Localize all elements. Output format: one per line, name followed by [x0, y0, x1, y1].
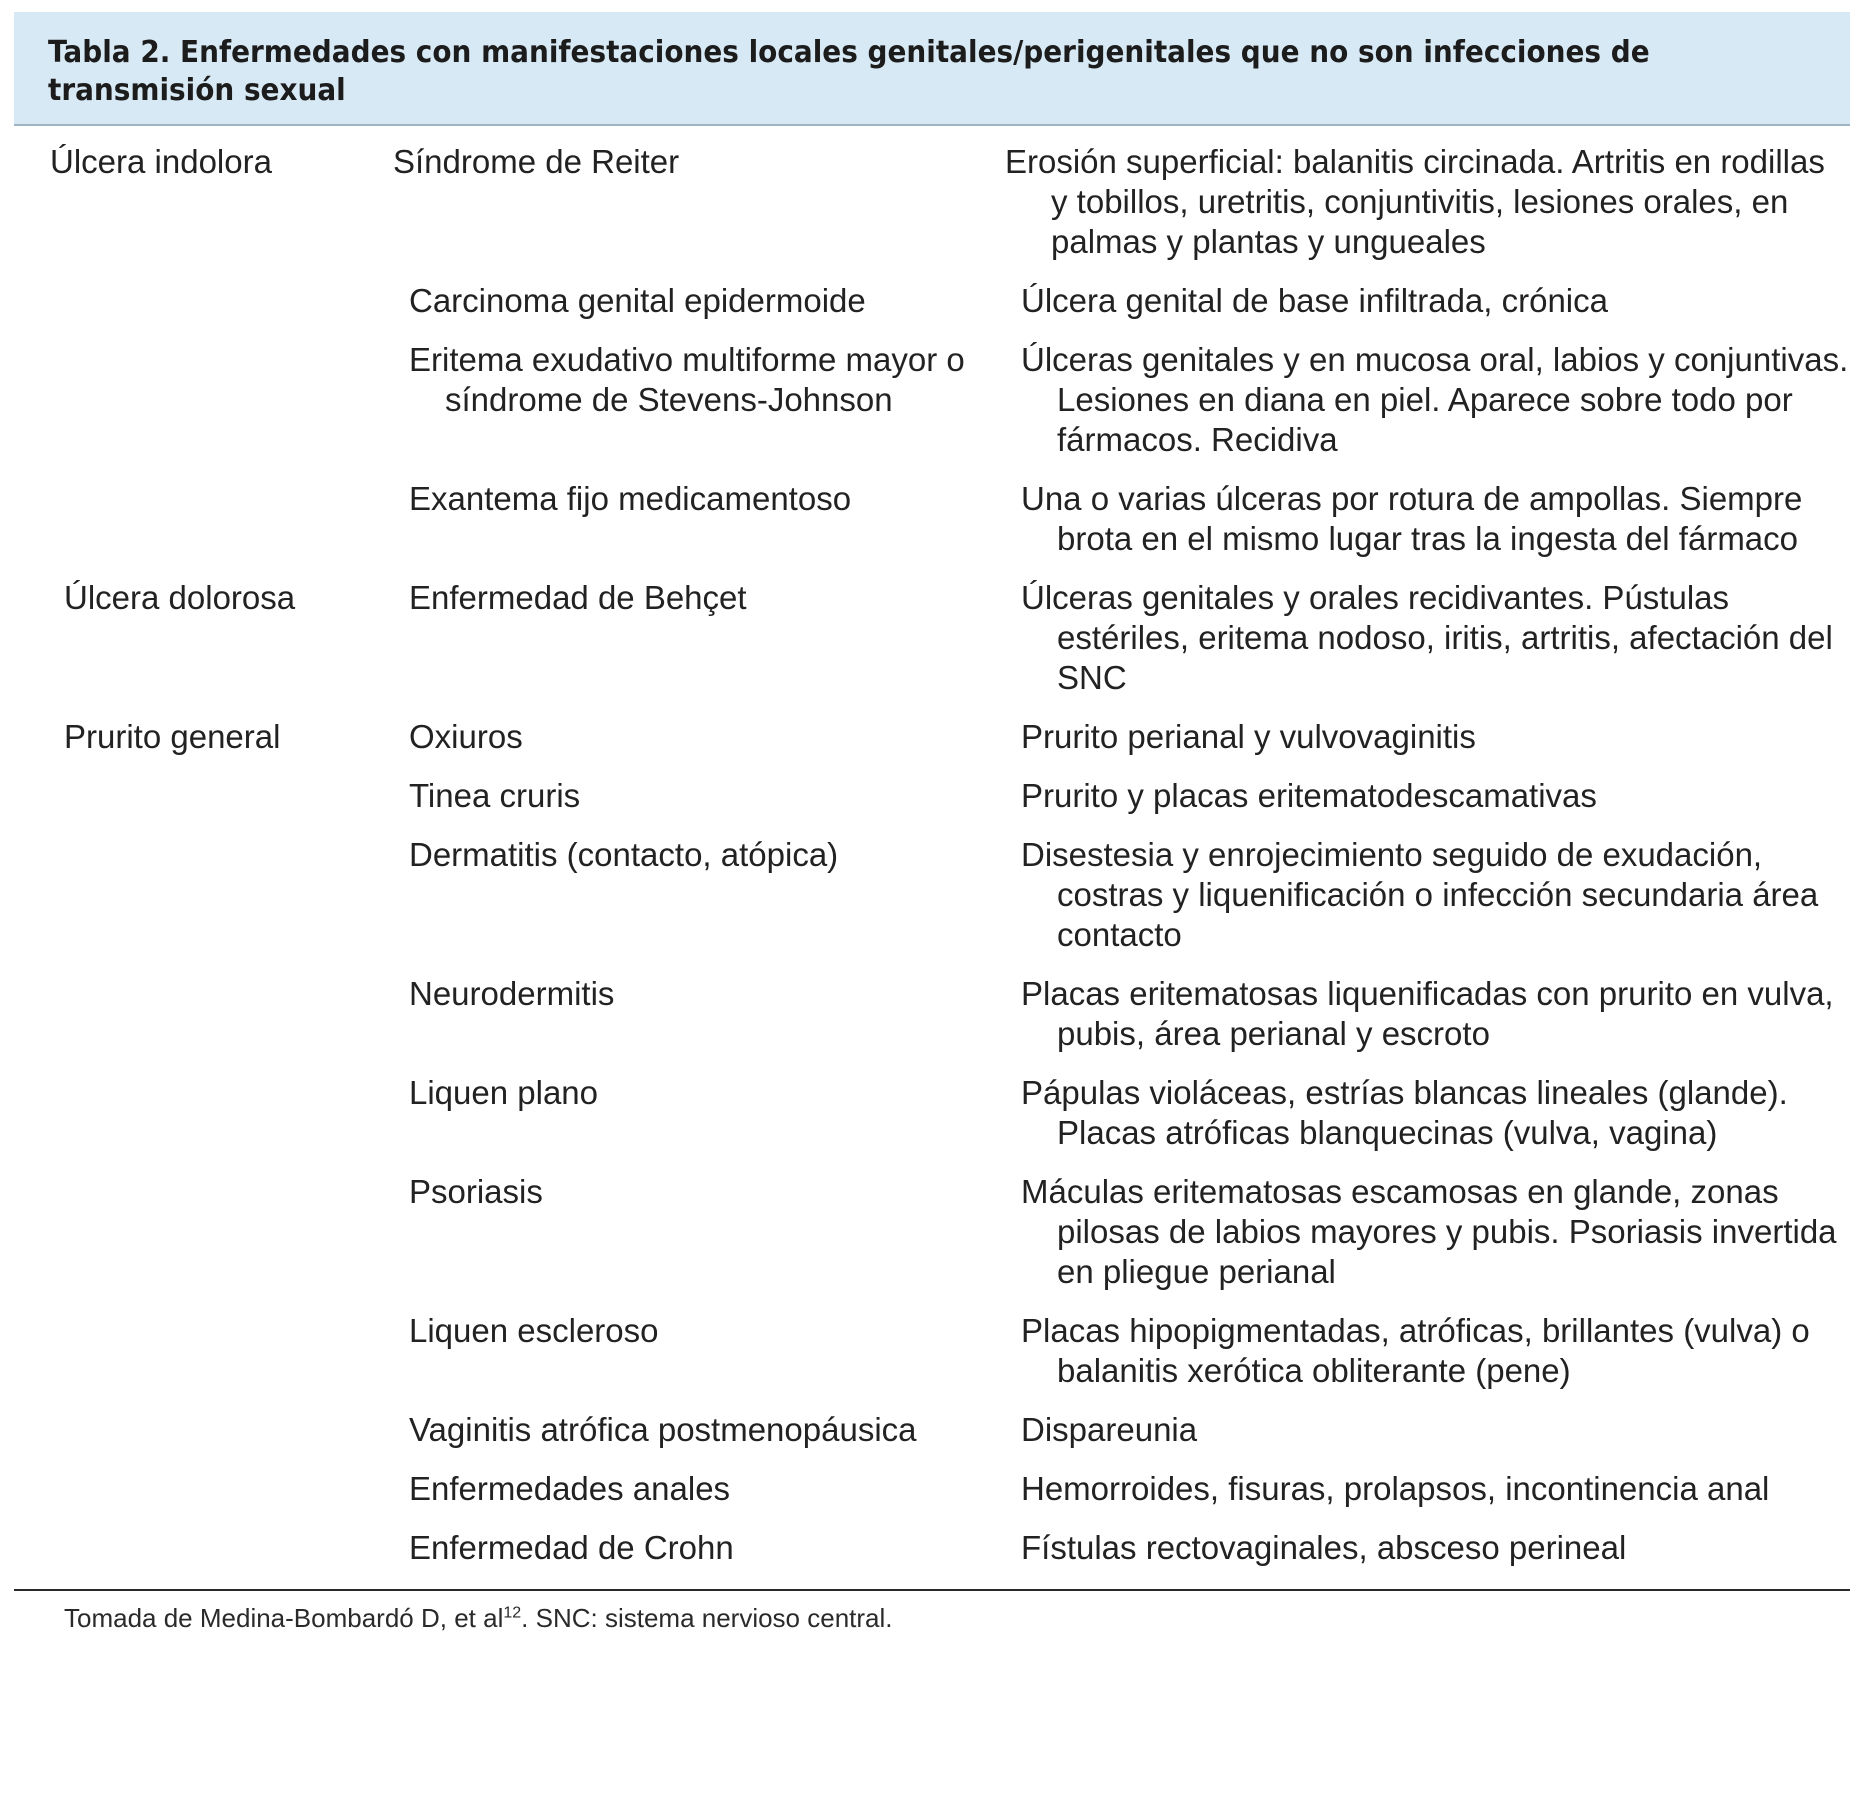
disease-cell	[409, 479, 1021, 578]
description-text: Prurito perianal y vulvovaginitis	[1021, 718, 1476, 755]
disease-name: Vaginitis atrófica postmenopáusica	[409, 1411, 917, 1448]
table-row	[14, 974, 1850, 1073]
category-cell: Úlcera indolora	[50, 143, 272, 180]
description-cell	[1021, 340, 1850, 479]
table-row	[14, 142, 1850, 281]
description-text: Fístulas rectovaginales, absceso perineal	[1021, 1529, 1627, 1566]
data-table	[14, 142, 1850, 1587]
disease-cell	[409, 1410, 1021, 1469]
description-text: Una o varias úlceras por rotura de ampollas. Siempre brota en el mismo lugar tras la ingesta del fármaco	[1021, 480, 1803, 557]
disease-name: Tinea cruris	[409, 777, 581, 814]
description-text: Placas eritematosas liquenificadas con prurito en vulva, pubis, área perianal y escroto	[1021, 975, 1834, 1052]
description-cell	[1005, 142, 1850, 281]
disease-name: Liquen plano	[409, 1074, 599, 1111]
description-text: Máculas eritematosas escamosas en glande, zonas pilosas de labios mayores y pubis. Psoriasis invertida en pliegue perianal	[1021, 1173, 1837, 1290]
description-text: Erosión superficial: balanitis circinada. Artritis en rodillas y tobillos, uretritis, conjuntivitis, lesiones orales, en palmas y plantas y ungueales	[1005, 143, 1825, 260]
disease-name: Dermatitis (contacto, atópica)	[409, 836, 839, 873]
disease-cell	[409, 1469, 1021, 1528]
disease-name: Enfermedades anales	[409, 1470, 731, 1507]
description-text: Úlceras genitales y orales recidivantes. Pústulas estériles, eritema nodoso, iritis, artritis, afectación del SNC	[1021, 579, 1833, 696]
category-cell	[14, 1172, 409, 1311]
disease-name: Eritema exudativo multiforme mayor o síndrome de Stevens-Johnson	[409, 341, 965, 418]
category-cell: Prurito general	[64, 718, 281, 755]
footnote-reference: 12	[503, 1604, 522, 1622]
footnote-text-end: . SNC: sistema nervioso central.	[521, 1603, 893, 1633]
disease-name: Liquen escleroso	[409, 1312, 659, 1349]
disease-cell	[409, 1311, 1021, 1410]
description-cell	[1021, 578, 1850, 717]
disease-cell	[409, 340, 1021, 479]
disease-name: Carcinoma genital epidermoide	[409, 282, 866, 319]
category-cell	[14, 1410, 409, 1469]
table-row	[14, 776, 1850, 835]
footnote-text: Tomada de Medina-Bombardó D, et al	[64, 1603, 504, 1633]
disease-name: Enfermedad de Behçet	[409, 579, 747, 616]
table-footnote	[14, 1591, 1850, 1635]
description-cell	[1021, 1528, 1850, 1587]
category-cell	[14, 281, 409, 340]
disease-cell	[393, 142, 1021, 281]
disease-name: Enfermedad de Crohn	[409, 1529, 734, 1566]
category-cell: Úlcera dolorosa	[64, 579, 296, 616]
category-cell	[14, 974, 409, 1073]
disease-name: Oxiuros	[409, 718, 523, 755]
category-cell	[14, 479, 409, 578]
category-cell	[14, 1528, 409, 1587]
disease-name: Síndrome de Reiter	[393, 143, 680, 180]
disease-cell	[409, 717, 1021, 776]
description-cell	[1021, 281, 1850, 340]
disease-cell	[409, 835, 1021, 974]
description-cell	[1021, 1410, 1850, 1469]
description-cell	[1021, 717, 1850, 776]
table-container	[14, 12, 1850, 1635]
disease-cell	[409, 1528, 1021, 1587]
description-cell	[1021, 776, 1850, 835]
description-text: Hemorroides, fisuras, prolapsos, incontinencia anal	[1021, 1470, 1770, 1507]
category-cell	[14, 1073, 409, 1172]
description-cell	[1021, 479, 1850, 578]
category-cell	[14, 340, 409, 479]
table-row	[14, 1528, 1850, 1587]
disease-name: Psoriasis	[409, 1173, 543, 1210]
description-text: Úlceras genitales y en mucosa oral, labios y conjuntivas. Lesiones en diana en piel. Aparece sobre todo por fármacos. Recidiva	[1021, 341, 1849, 458]
table-row	[14, 479, 1850, 578]
category-cell	[14, 1469, 409, 1528]
description-cell	[1021, 1073, 1850, 1172]
description-cell	[1021, 1311, 1850, 1410]
table-row	[14, 835, 1850, 974]
description-text: Disestesia y enrojecimiento seguido de exudación, costras y liquenificación o infección secundaria área contacto	[1021, 836, 1819, 953]
description-cell	[1021, 974, 1850, 1073]
disease-name: Neurodermitis	[409, 975, 615, 1012]
disease-cell	[409, 1073, 1021, 1172]
table-row	[14, 1311, 1850, 1410]
description-cell	[1021, 1469, 1850, 1528]
description-text: Pápulas violáceas, estrías blancas lineales (glande). Placas atróficas blanquecinas (vulva, vagina)	[1021, 1074, 1788, 1151]
description-text: Placas hipopigmentadas, atróficas, brillantes (vulva) o balanitis xerótica obliterante (pene)	[1021, 1312, 1810, 1389]
disease-name: Exantema fijo medicamentoso	[409, 480, 852, 517]
table-row	[14, 1410, 1850, 1469]
category-cell	[14, 1311, 409, 1410]
description-cell	[1021, 1172, 1850, 1311]
disease-cell	[409, 281, 1021, 340]
category-cell	[14, 835, 409, 974]
description-cell	[1021, 835, 1850, 974]
table-row	[14, 717, 1850, 776]
table-body	[14, 142, 1850, 1587]
table-row	[14, 578, 1850, 717]
description-text: Úlcera genital de base infiltrada, crónica	[1021, 282, 1608, 319]
table-row	[14, 281, 1850, 340]
description-text: Prurito y placas eritematodescamativas	[1021, 777, 1597, 814]
table-row	[14, 340, 1850, 479]
table-row	[14, 1073, 1850, 1172]
category-cell	[14, 776, 409, 835]
disease-cell	[409, 974, 1021, 1073]
table-title: Tabla 2. Enfermedades con manifestaciones locales genitales/perigenitales que no son infecciones de transmisión sexual	[48, 35, 1650, 108]
disease-cell	[409, 578, 1021, 717]
disease-cell	[409, 776, 1021, 835]
table-title-band	[14, 12, 1850, 126]
table-row	[14, 1172, 1850, 1311]
description-text: Dispareunia	[1021, 1411, 1198, 1448]
table-row	[14, 1469, 1850, 1528]
disease-cell	[409, 1172, 1021, 1311]
